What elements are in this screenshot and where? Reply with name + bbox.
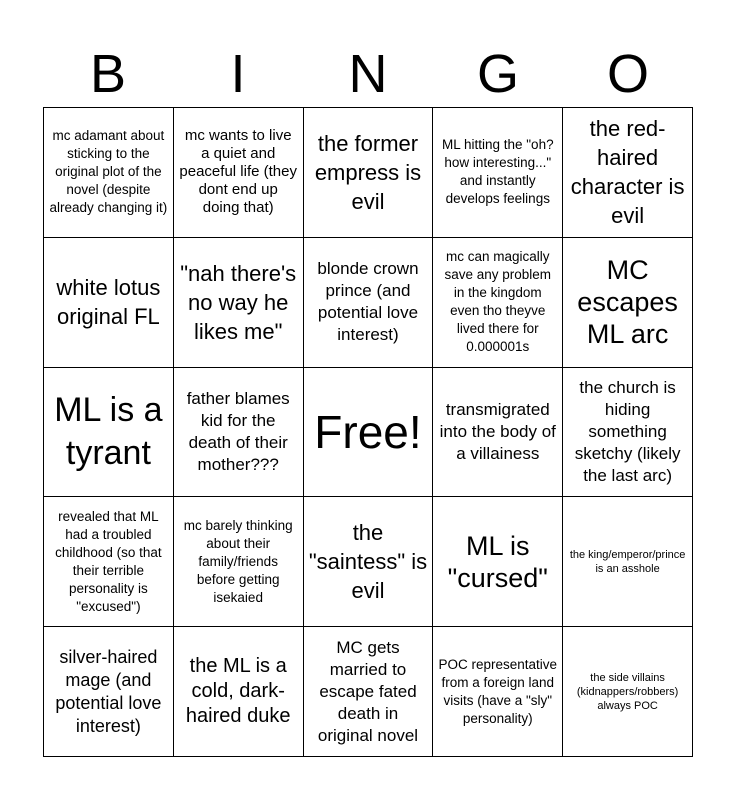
header-letter-b: B [89,44,127,104]
cell-text: the church is hiding something sketchy (likely the last arc) [574,377,681,485]
cell-text: silver-haired mage (and potential love interest) [55,646,162,736]
bingo-cell[interactable] [44,238,174,368]
bingo-cell[interactable] [433,497,563,627]
bingo-cell[interactable] [563,627,693,757]
cell-text: MC gets married to escape fated death in original novel [317,637,419,745]
bingo-cell[interactable] [433,238,563,368]
bingo-cell[interactable] [174,368,304,498]
bingo-cell[interactable] [44,368,174,498]
cell-text: the red-haired character is evil [570,116,685,229]
cell-text: MC escapes ML arc [577,255,678,350]
bingo-cell[interactable] [304,108,434,238]
bingo-cell[interactable] [174,108,304,238]
bingo-cell[interactable] [563,368,693,498]
cell-text: transmigrated into the body of a villainess [439,399,556,463]
cell-text: mc barely thinking about their family/friends before getting isekaied [183,517,293,605]
cell-text: mc can magically save any problem in the kingdom even tho theyve lived there for 0.000001s [444,249,552,355]
cell-text: the king/emperor/prince is an asshole [569,548,686,575]
cell-text: ML hitting the "oh? how interesting..." and instantly develops feelings [441,137,554,207]
header-letter-o: O [606,44,649,104]
bingo-cell[interactable] [563,238,693,368]
bingo-header [43,40,693,108]
cell-text: revealed that ML had a troubled childhood (so that their terrible personality is "excused") [55,508,162,614]
bingo-cell[interactable] [433,627,563,757]
cell-text: ML is "cursed" [447,530,548,593]
bingo-cell[interactable] [44,108,174,238]
cell-text: father blames kid for the death of their mother??? [186,388,290,474]
bingo-cell[interactable] [304,497,434,627]
cell-text: mc wants to live a quiet and peaceful life (they dont end up doing that) [179,127,297,217]
header-letter-g: G [476,44,519,104]
cell-text: blonde crown prince (and potential love interest) [317,259,419,345]
cell-text: white lotus original FL [56,275,161,330]
bingo-cell[interactable] [563,497,693,627]
bingo-cell[interactable] [44,497,174,627]
bingo-cell[interactable] [304,238,434,368]
bingo-cell[interactable] [433,108,563,238]
cell-text: the side villains (kidnappers/robbers) always POC [576,671,679,712]
free-space-text: Free! [314,405,422,458]
cell-text: POC representative from a foreign land visits (have a "sly" personality) [438,656,558,726]
cell-text: "nah there's no way he likes me" [180,260,297,344]
bingo-cell[interactable] [433,368,563,498]
free-space-cell[interactable] [304,368,434,498]
bingo-cell[interactable] [44,627,174,757]
cell-text: the former empress is evil [314,130,422,214]
cell-text: ML is a tyrant [54,390,163,472]
bingo-cell[interactable] [304,627,434,757]
bingo-cell[interactable] [174,238,304,368]
bingo-grid [43,107,693,757]
cell-text: mc adamant about sticking to the original plot of the novel (despite already changing it) [49,128,168,216]
cell-text: the ML is a cold, dark-haired duke [185,655,291,728]
header-letter-i: I [230,44,246,104]
bingo-cell[interactable] [174,627,304,757]
bingo-cell[interactable] [563,108,693,238]
header-letter-n: N [348,44,388,104]
bingo-cell[interactable] [174,497,304,627]
cell-text: the "saintess" is evil [308,520,428,604]
